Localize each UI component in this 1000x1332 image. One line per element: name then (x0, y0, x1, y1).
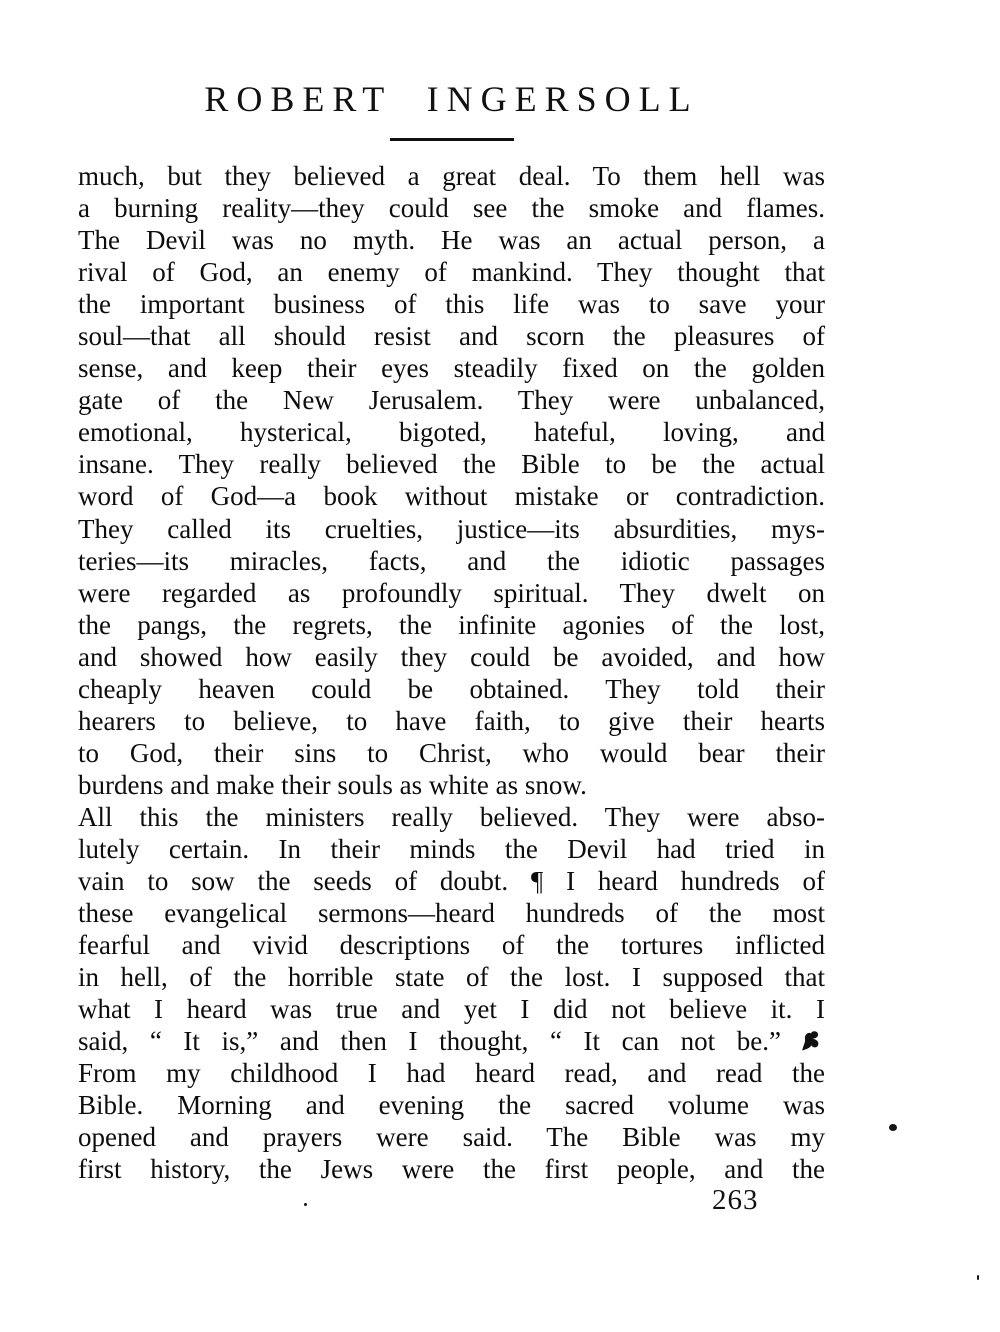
text-line (78, 192, 825, 224)
text-line (78, 448, 825, 480)
ink-speck (889, 1124, 897, 1131)
text-line (78, 737, 825, 769)
text-line-content: in hell, of the horrible state of the lost. I supposed that (78, 962, 825, 993)
text-line (78, 609, 825, 641)
text-line (78, 352, 825, 384)
text-line (78, 384, 825, 416)
text-line (78, 513, 825, 545)
text-line (78, 705, 825, 737)
ink-speck (977, 1275, 979, 1280)
text-line (78, 801, 825, 833)
text-line (78, 320, 825, 352)
text-line-content: burdens and make their souls as white as snow. (78, 769, 587, 800)
text-line-content: Bible. Morning and evening the sacred volume was (78, 1090, 825, 1121)
text-line-content: and showed how easily they could be avoided, and how (78, 641, 825, 672)
page-title: ROBERT INGERSOLL (204, 79, 699, 119)
text-line-content: All this the ministers really believed. They were abso- (78, 801, 825, 832)
text-line-content: rival of God, an enemy of mankind. They thought that (78, 257, 825, 288)
text-line (78, 769, 825, 801)
text-line-content: The Devil was no myth. He was an actual person, a (78, 225, 825, 256)
text-line (78, 1153, 825, 1185)
text-line-content: a burning reality—they could see the smoke and flames. (78, 193, 825, 224)
text-line (78, 641, 825, 673)
text-line (78, 1025, 825, 1057)
text-line-content: gate of the New Jerusalem. They were unbalanced, (78, 385, 825, 416)
text-line (78, 961, 825, 993)
text-line (78, 1057, 825, 1089)
text-line (78, 897, 825, 929)
text-line (78, 1089, 825, 1121)
text-line-content: cheaply heaven could be obtained. They told their (78, 673, 825, 704)
text-line (78, 993, 825, 1025)
text-line-content: said, “ It is,” and then I thought, “ It can not be.” (78, 1026, 781, 1057)
text-line-content: to God, their sins to Christ, who would bear their (78, 737, 825, 768)
text-line-content: soul—that all should resist and scorn the pleasures of (78, 321, 825, 352)
text-line-content: opened and prayers were said. The Bible was my (78, 1122, 825, 1153)
text-line (78, 673, 825, 705)
text-line-content: first history, the Jews were the first people, and the (78, 1154, 825, 1185)
text-line-content: They called its cruelties, justice—its absurdities, mys- (78, 513, 825, 544)
text-line-content: word of God—a book without mistake or contradiction. (78, 481, 825, 512)
text-line-content: teries—its miracles, facts, and the idiotic passages (78, 545, 825, 576)
text-line-content: From my childhood I had heard read, and read the (78, 1058, 825, 1089)
ink-speck (304, 1203, 307, 1206)
text-line-content: insane. They really believed the Bible to be the actual (78, 449, 825, 480)
text-line (78, 224, 825, 256)
text-line (78, 160, 825, 192)
text-line-content: vain to sow the seeds of doubt. ¶ I heard hundreds of (78, 866, 825, 897)
body-text (78, 160, 825, 1186)
text-line (78, 545, 825, 577)
page-number: 263 (712, 1184, 759, 1216)
text-line-content: sense, and keep their eyes steadily fixed on the golden (78, 353, 825, 384)
fleuron-ornament-icon (799, 1029, 823, 1053)
text-line (78, 480, 825, 512)
text-line-content: what I heard was true and yet I did not believe it. I (78, 994, 825, 1025)
text-line-content: the pangs, the regrets, the infinite agonies of the lost, (78, 609, 825, 640)
text-line-content: these evangelical sermons—heard hundreds of the most (78, 898, 825, 929)
text-line (78, 288, 825, 320)
text-line (78, 577, 825, 609)
text-line (78, 833, 825, 865)
text-line (78, 1121, 825, 1153)
text-line-content: were regarded as profoundly spiritual. They dwelt on (78, 577, 825, 608)
text-line (78, 929, 825, 961)
text-line-content: lutely certain. In their minds the Devil had tried in (78, 833, 825, 864)
text-line-content: the important business of this life was to save your (78, 289, 825, 320)
title-divider (390, 138, 514, 141)
text-line-content: hearers to believe, to have faith, to give their hearts (78, 705, 825, 736)
text-line (78, 865, 825, 897)
text-line (78, 256, 825, 288)
text-line-content: emotional, hysterical, bigoted, hateful, loving, and (78, 417, 825, 448)
text-line-content: much, but they believed a great deal. To them hell was (78, 161, 825, 191)
text-line (78, 416, 825, 448)
text-line-content: fearful and vivid descriptions of the tortures inflicted (78, 930, 825, 961)
